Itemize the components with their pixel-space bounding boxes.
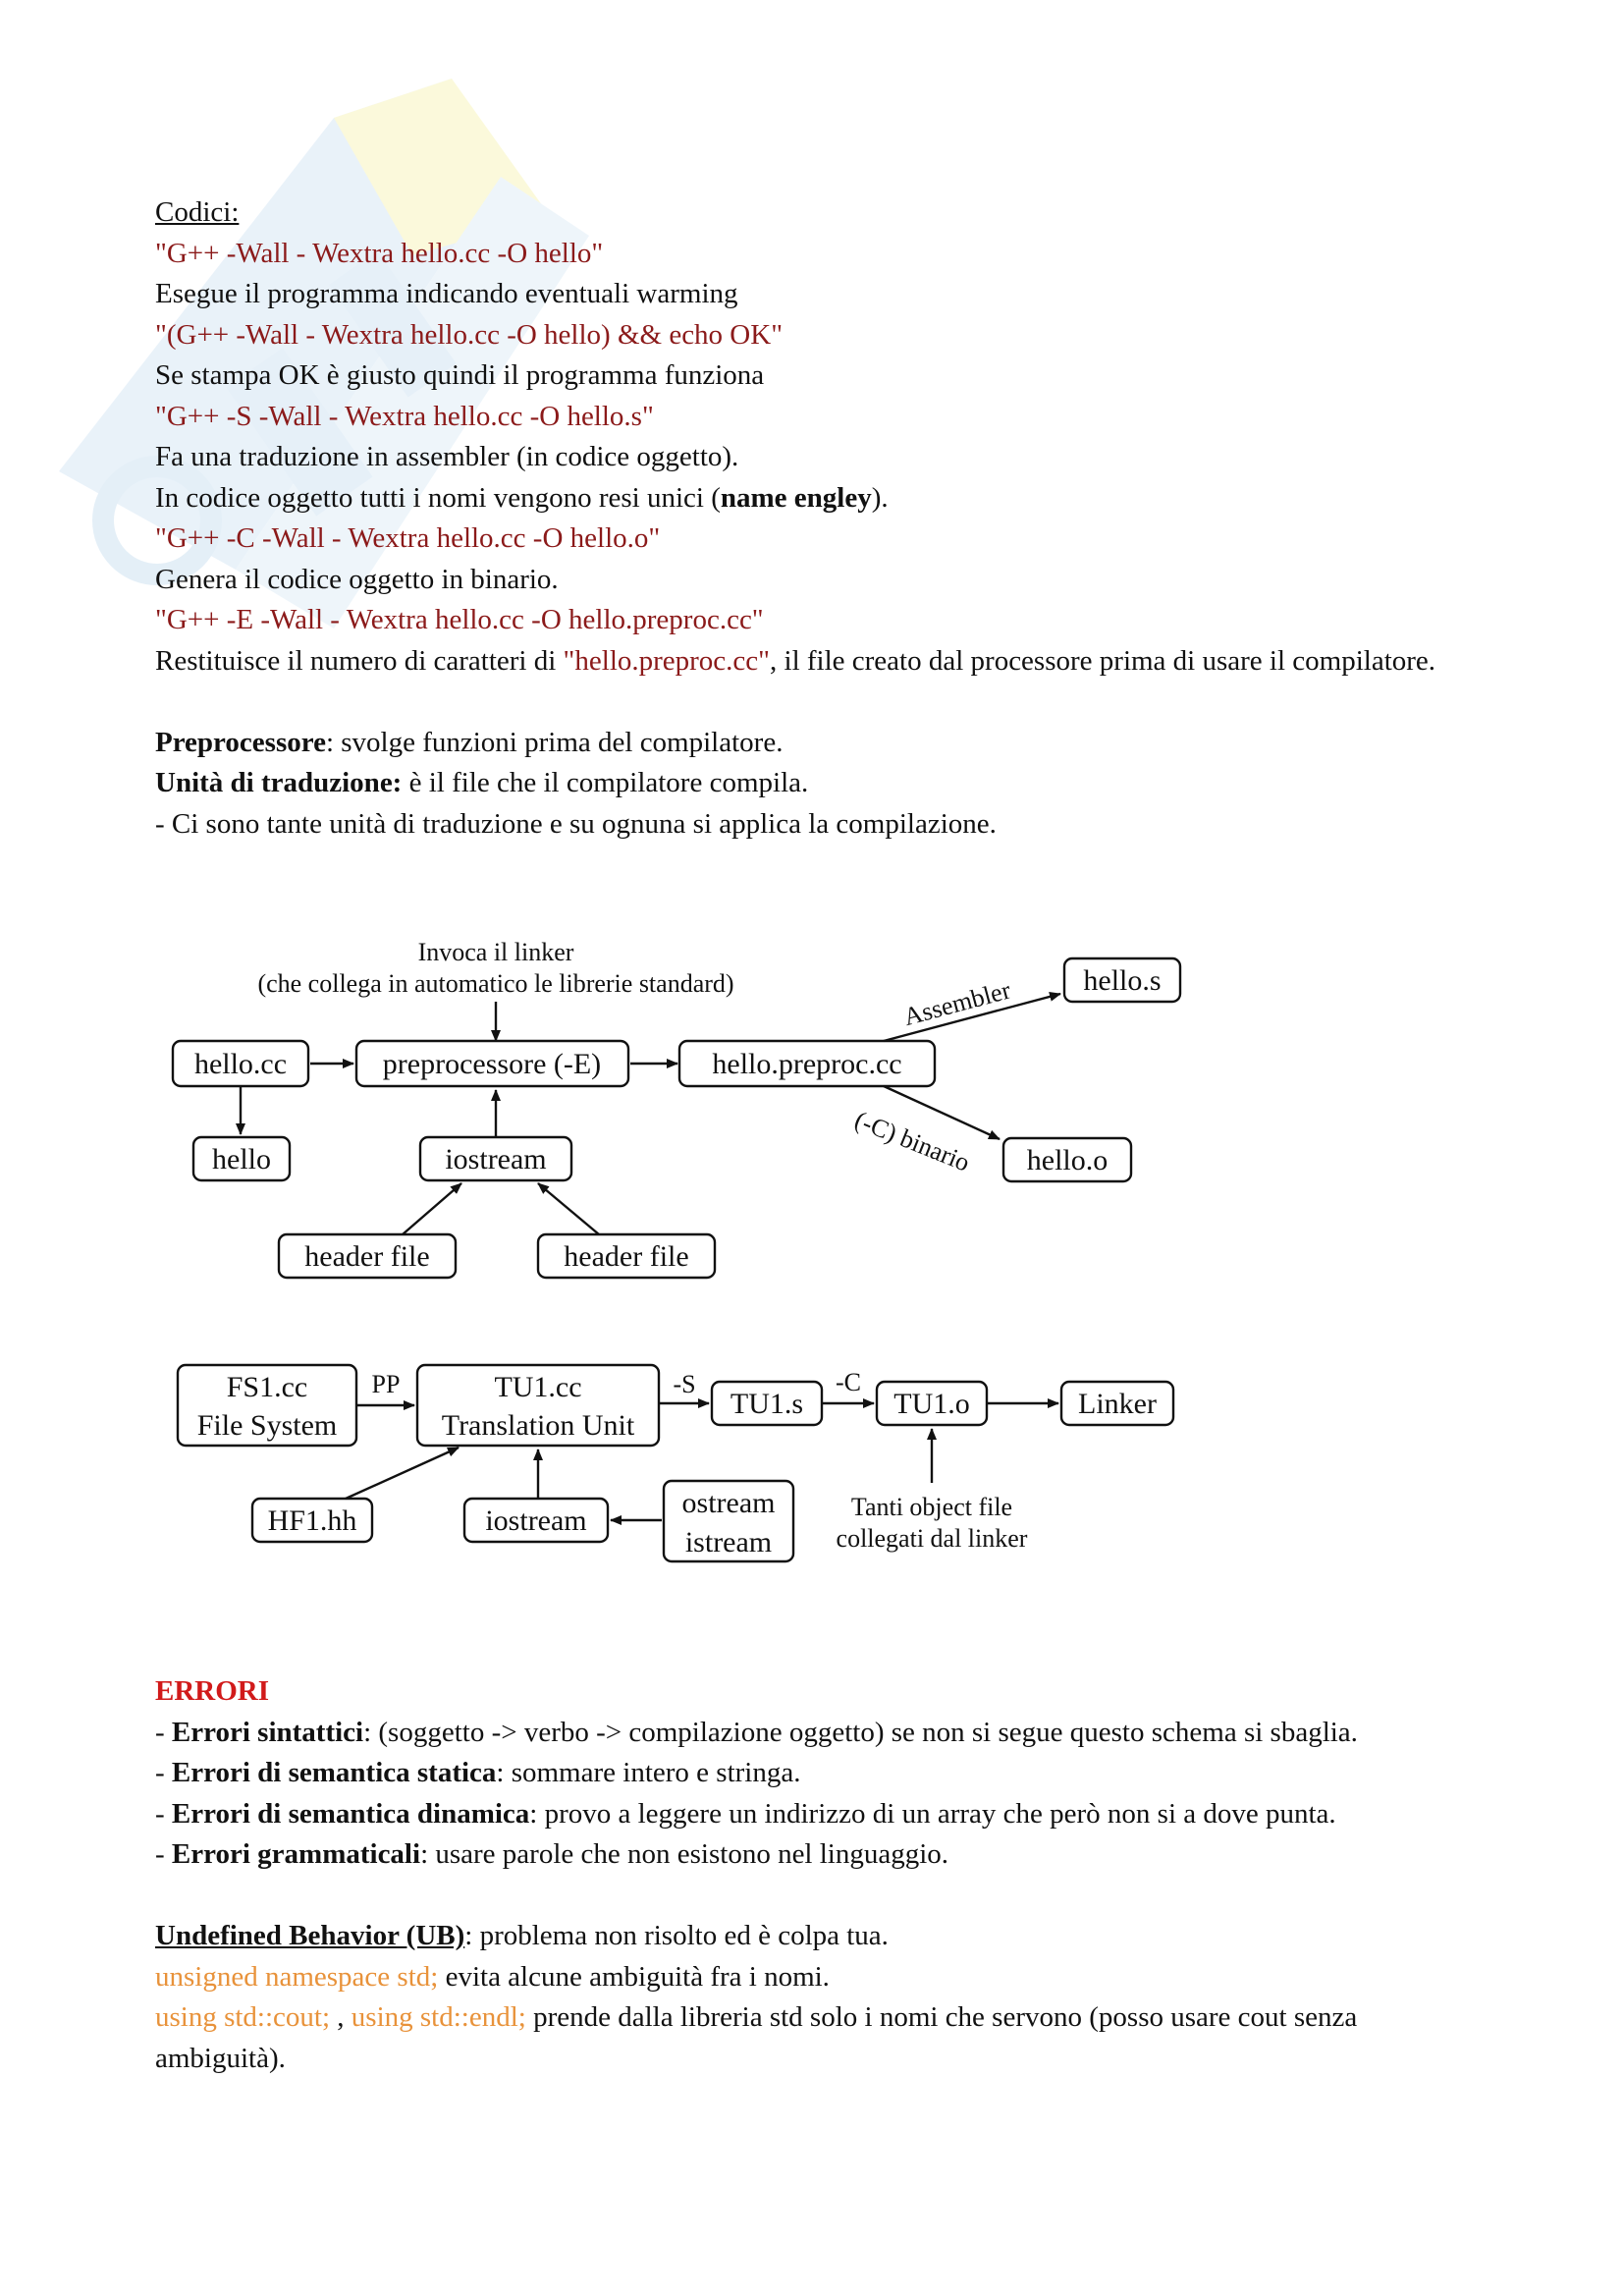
label-tu1-o: TU1.o <box>893 1388 970 1420</box>
label-linker: Linker <box>1078 1388 1157 1420</box>
code-line: "G++ -E -Wall - Wextra hello.cc -O hello.preproc.cc" <box>155 604 764 635</box>
object-note-line1: Tanti object file <box>850 1493 1013 1521</box>
label-ostream: ostream <box>681 1487 776 1519</box>
linker-note-line2: (che collega in automatico le librerie standard) <box>257 969 734 998</box>
label-preprocessore: preprocessore (-E) <box>382 1048 602 1080</box>
label-hello-cc: hello.cc <box>193 1048 288 1080</box>
label-tu1-line2: Translation Unit <box>441 1409 635 1442</box>
code-line: "G++ -Wall - Wextra hello.cc -O hello" <box>155 237 604 269</box>
label-fs1-line2: File System <box>196 1409 338 1442</box>
label-header-file-2: header file <box>564 1240 689 1273</box>
label-hello-preproc: hello.preproc.cc <box>712 1048 902 1080</box>
s-label: -S <box>673 1370 696 1398</box>
preprocessore-definition: Preprocessore: svolge funzioni prima del compilatore. <box>155 726 784 758</box>
errors-section <box>155 1671 1481 2079</box>
text-line: Esegue il programma indicando eventuali warming <box>155 278 738 309</box>
using-line: using std::cout; , using std::endl; prende dalla libreria std solo i nomi che servono (posso usare cout senza ambiguità). <box>155 2001 1365 2074</box>
error-item: - Errori di semantica dinamica: provo a leggere un indirizzo di un array che però non si a dove punta. <box>155 1797 1336 1830</box>
assembler-label: Assembler <box>900 975 1014 1032</box>
object-note-line2: collegati dal linker <box>836 1524 1028 1553</box>
text-line: Se stampa OK è giusto quindi il programma funziona <box>155 359 765 391</box>
label-hello: hello <box>212 1143 271 1175</box>
code-line: "(G++ -Wall - Wextra hello.cc -O hello) && echo OK" <box>155 318 784 351</box>
linker-note-line1: Invoca il linker <box>417 938 574 966</box>
unita-note: - Ci sono tante unità di traduzione e su ognuna si applica la compilazione. <box>155 807 997 840</box>
label-fs1-line1: FS1.cc <box>226 1371 308 1403</box>
namespace-line: unsigned namespace std; evita alcune ambiguità fra i nomi. <box>155 1960 830 1993</box>
label-hello-s: hello.s <box>1083 964 1162 997</box>
text-line: Genera il codice oggetto in binario. <box>155 563 559 595</box>
label-hello-o: hello.o <box>1026 1144 1109 1176</box>
diagram-preprocessing-flow <box>173 938 1180 1278</box>
label-tu1-line1: TU1.cc <box>494 1371 582 1403</box>
diagram-translation-units <box>178 1365 1173 1561</box>
label-iostream-2: iostream <box>485 1504 587 1537</box>
code-line: "G++ -S -Wall - Wextra hello.cc -O hello.s" <box>155 400 654 432</box>
ub-definition: Undefined Behavior (UB): problema non risolto ed è colpa tua. <box>155 1920 889 1951</box>
errors-title: ERRORI <box>155 1675 270 1707</box>
c-label: -C <box>836 1368 861 1396</box>
label-istream: istream <box>684 1526 773 1558</box>
error-item: - Errori di semantica statica: sommare intero e stringa. <box>155 1757 801 1788</box>
label-hf1: HF1.hh <box>267 1504 357 1537</box>
pp-label: PP <box>371 1370 401 1398</box>
error-item: - Errori grammaticali: usare parole che non esistono nel linguaggio. <box>155 1838 949 1870</box>
unita-definition: Unità di traduzione: è il file che il compilatore compila. <box>155 767 809 798</box>
restituisce-paragraph: Restituisce il numero di caratteri di "hello.preproc.cc", il file creato dal processore prima di usare il compilatore. <box>155 644 1436 677</box>
binario-label: (-C) binario <box>850 1105 974 1177</box>
code-line: "G++ -C -Wall - Wextra hello.cc -O hello.o" <box>155 522 661 554</box>
text-line: Fa una traduzione in assembler (in codice oggetto). <box>155 441 739 472</box>
label-header-file-1: header file <box>304 1240 430 1273</box>
codes-heading: Codici: <box>155 196 240 228</box>
label-tu1-s: TU1.s <box>730 1388 804 1420</box>
error-item: - Errori sintattici: (soggetto -> verbo -> compilazione oggetto) se non si segue questo schema si sbaglia. <box>155 1716 1358 1748</box>
label-iostream: iostream <box>445 1143 547 1175</box>
name-mangling-line: In codice oggetto tutti i nomi vengono resi unici (name engley). <box>155 481 889 514</box>
